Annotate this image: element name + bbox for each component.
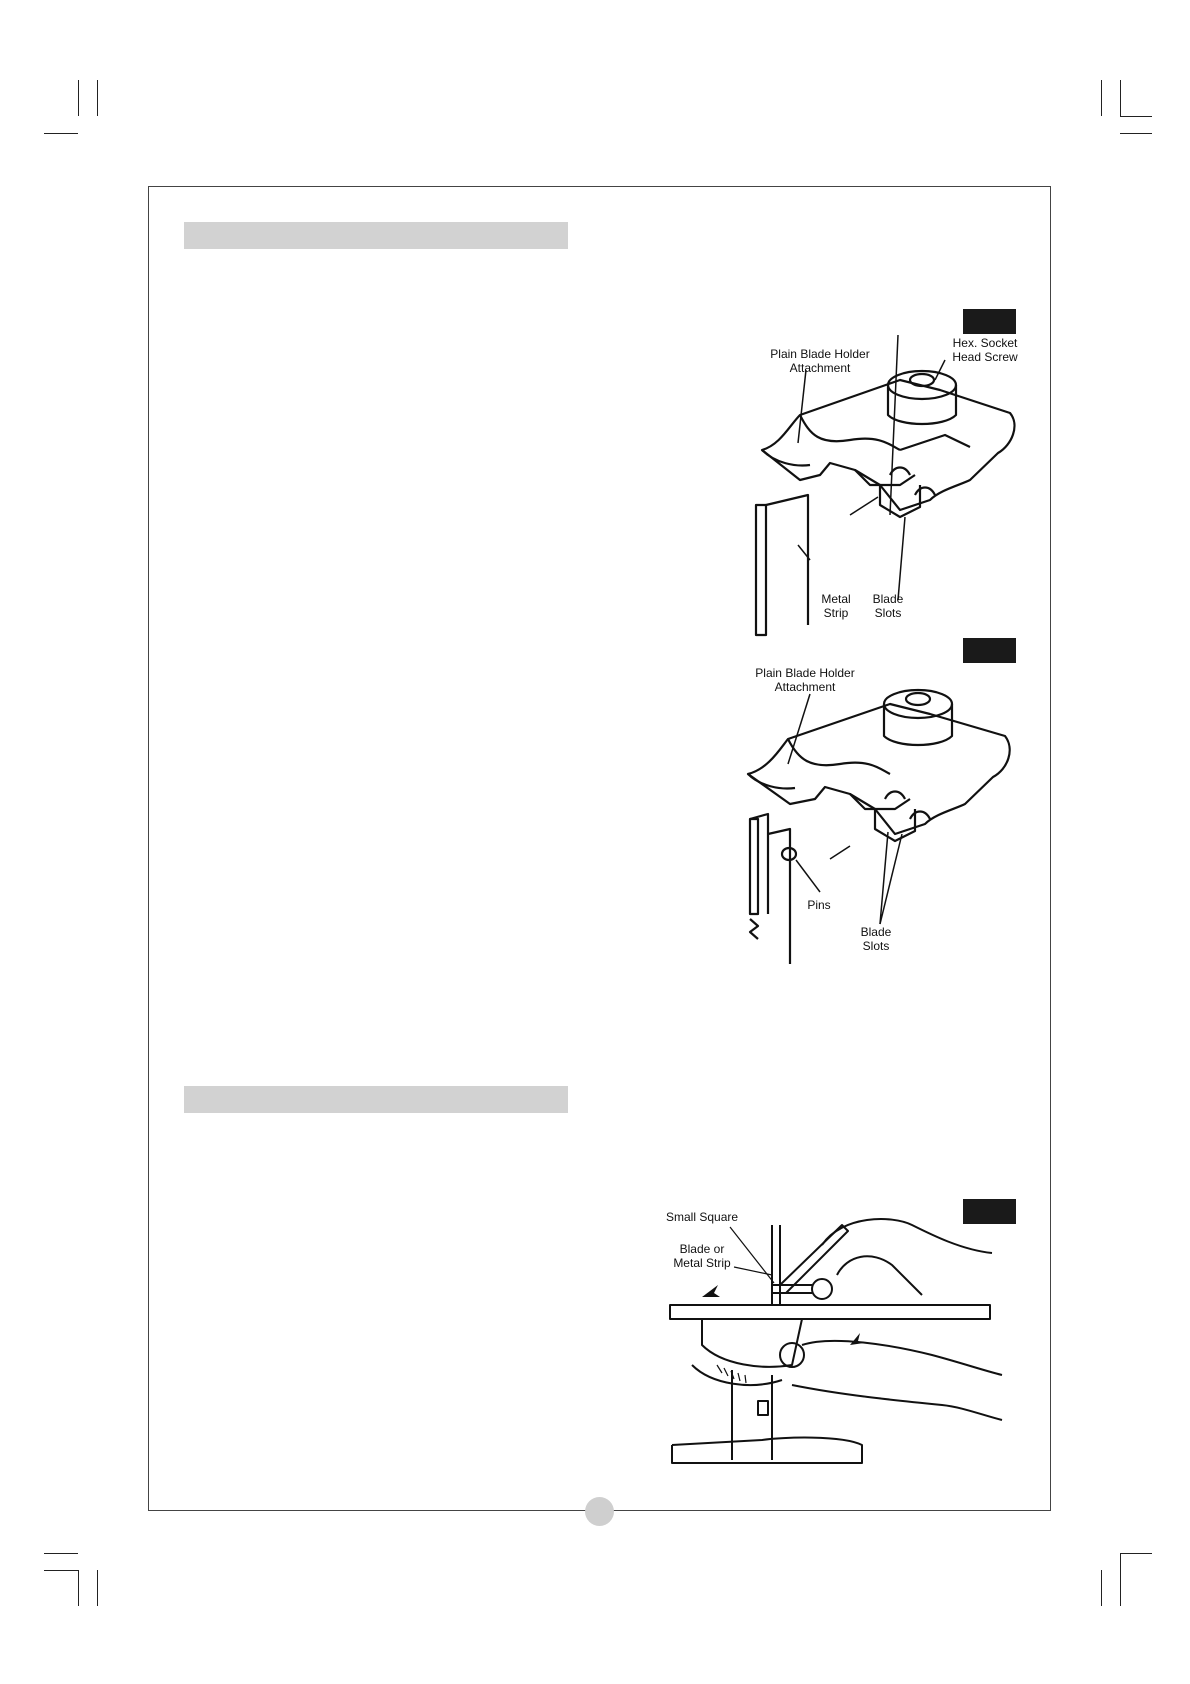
holder-label: Attachment [789,361,851,375]
table-square-illustration [662,1205,1022,1485]
page-number-dot [585,1497,614,1526]
blade-label: Metal Strip [673,1256,731,1270]
slots-label: Slots [874,606,902,620]
screw-label: Head Screw [952,350,1018,364]
figure-number-tag [963,309,1016,334]
blade-holder-illustration [740,664,1025,969]
arrow-icon [850,1333,864,1345]
square-label: Small Square [666,1210,739,1224]
blade-label: Blade or [679,1242,725,1256]
crop-mark-top-right [1120,133,1152,134]
slots-label: Slots [862,939,890,953]
figure-blade-holder-pins [740,664,1025,969]
crop-mark-bottom-right [1120,1553,1121,1606]
holder-label: Attachment [774,680,836,694]
crop-mark-bottom-left [44,1570,78,1571]
crop-mark-top-left [78,80,79,116]
figure-squaring-blade [662,1205,1022,1485]
crop-mark-top-right [1120,80,1121,116]
slots-label: Blade [860,925,892,939]
strip-label: Metal [821,592,851,606]
strip-label: Strip [823,606,849,620]
crop-mark-bottom-left [78,1570,79,1606]
crop-mark-top-right [1120,116,1152,117]
screw-label: Hex. Socket [952,336,1018,350]
crop-mark-bottom-right [1120,1553,1152,1554]
figure-blade-holder-metal-strip [740,335,1025,640]
arrow-icon [702,1285,720,1297]
figure-number-tag [963,638,1016,663]
holder-label: Plain Blade Holder [770,347,870,361]
section-heading-bar [184,222,568,249]
crop-mark-top-right [1101,80,1102,116]
crop-mark-bottom-right [1101,1570,1102,1606]
section-heading-bar [184,1086,568,1113]
crop-mark-top-left [97,80,98,116]
holder-label: Plain Blade Holder [755,666,855,680]
pins-label: Pins [807,898,831,912]
slots-label: Blade [872,592,904,606]
crop-mark-bottom-left [97,1570,98,1606]
crop-mark-top-left [44,133,78,134]
blade-holder-illustration [740,335,1025,640]
crop-mark-bottom-left [44,1553,78,1554]
